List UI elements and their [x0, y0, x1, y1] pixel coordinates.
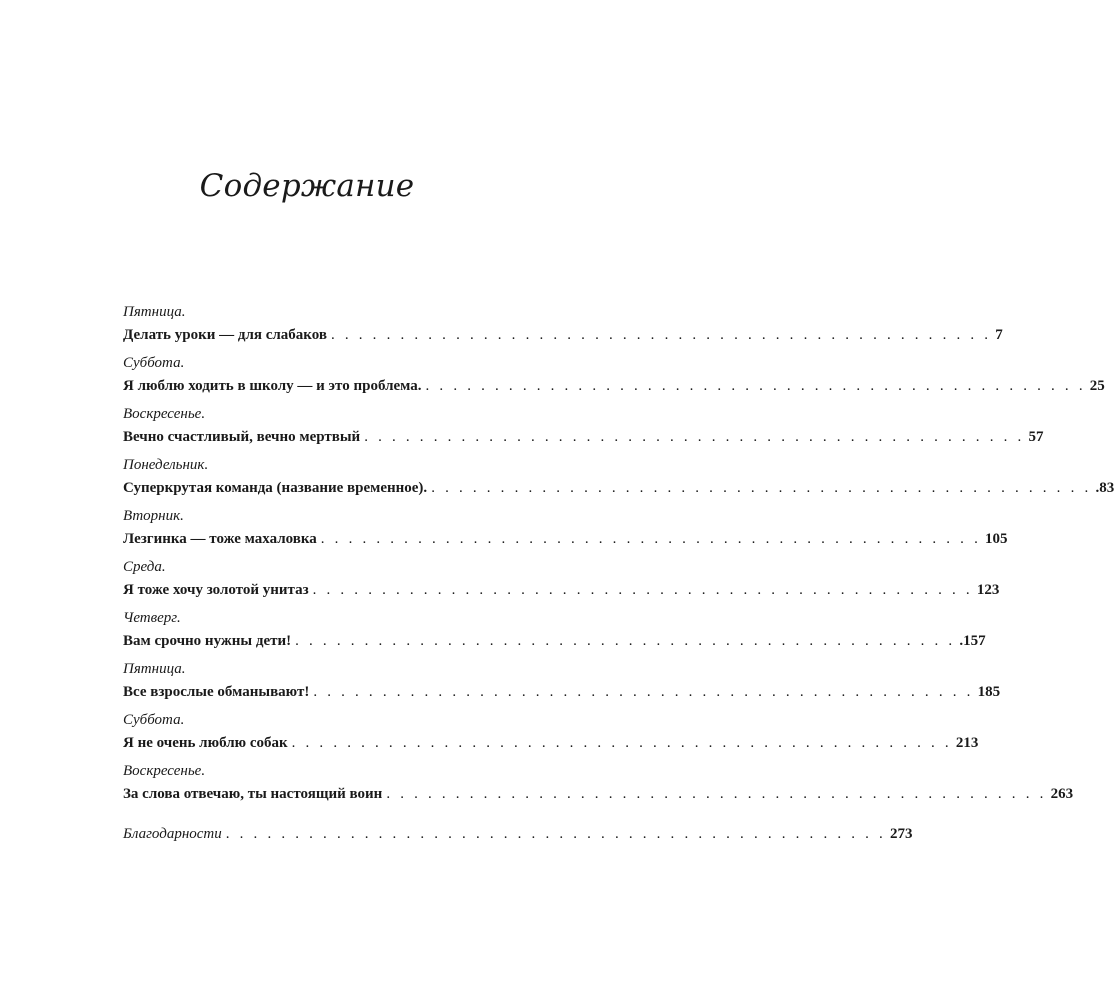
- toc-line[interactable]: [123, 824, 913, 844]
- toc-line[interactable]: [123, 427, 1044, 447]
- toc-day: Воскресенье.: [123, 763, 206, 779]
- toc-dot-leader: . . . . . . . . . . . . . . . . . . . . . . . . . . . . . . . . . . . . . . . . . . . . . . . .: [295, 633, 956, 649]
- toc-dot-leader: . . . . . . . . . . . . . . . . . . . . . . . . . . . . . . . . . . . . . . . . . . . . . . . .: [313, 684, 974, 700]
- toc-page-number: 105: [985, 531, 1008, 547]
- toc-line[interactable]: [123, 784, 1074, 804]
- toc-chapter-title: Я люблю ходить в школу — и это проблема.: [123, 378, 422, 394]
- toc-page-number: .157: [959, 633, 986, 649]
- toc-dot-leader: . . . . . . . . . . . . . . . . . . . . . . . . . . . . . . . . . . . . . . . . . . . . . . . .: [425, 378, 1086, 394]
- toc-chapter-title: Вам срочно нужны дети!: [123, 633, 292, 649]
- toc-day: Пятница.: [123, 304, 186, 320]
- toc-day: Суббота.: [123, 712, 185, 728]
- toc-chapter-title: Вечно счастливый, вечно мертвый: [123, 429, 361, 445]
- toc-day: Пятница.: [123, 661, 186, 677]
- toc-dot-leader: . . . . . . . . . . . . . . . . . . . . . . . . . . . . . . . . . . . . . . . . . . . . . . . .: [291, 735, 952, 751]
- toc-chapter-title: Я не очень люблю собак: [123, 735, 288, 751]
- toc-day: Четверг.: [123, 610, 181, 626]
- toc-page-number: 185: [977, 684, 1001, 700]
- toc-entry: [123, 660, 1001, 711]
- toc-line[interactable]: [123, 580, 1000, 600]
- table-of-contents: [123, 303, 1114, 875]
- toc-page-number: 25: [1089, 378, 1105, 394]
- toc-day: Понедельник.: [123, 457, 209, 473]
- toc-day: Среда.: [123, 559, 166, 575]
- toc-entry: [123, 711, 979, 762]
- toc-dot-leader: . . . . . . . . . . . . . . . . . . . . . . . . . . . . . . . . . . . . . . . . . . . . . . . .: [431, 480, 1092, 496]
- toc-page-number: 57: [1028, 429, 1044, 445]
- toc-entry: [123, 558, 1000, 609]
- toc-chapter-title: Я тоже хочу золотой унитаз: [123, 582, 309, 598]
- toc-dot-leader: . . . . . . . . . . . . . . . . . . . . . . . . . . . . . . . . . . . . . . . . . . . . . . . .: [312, 582, 973, 598]
- toc-page-number: .83: [1095, 480, 1114, 496]
- toc-page-number: 273: [890, 826, 913, 842]
- toc-line[interactable]: [123, 325, 1003, 345]
- toc-entry: [123, 762, 1074, 813]
- toc-page-number: 123: [976, 582, 1000, 598]
- toc-entry: [123, 609, 986, 660]
- toc-line[interactable]: [123, 376, 1105, 396]
- toc-dot-leader: . . . . . . . . . . . . . . . . . . . . . . . . . . . . . . . . . . . . . . . . . . . . . . . .: [364, 429, 1025, 445]
- toc-dot-leader: . . . . . . . . . . . . . . . . . . . . . . . . . . . . . . . . . . . . . . . . . . . . . . . .: [330, 327, 992, 343]
- toc-day: Вторник.: [123, 508, 184, 524]
- toc-line[interactable]: [123, 682, 1001, 702]
- toc-chapter-title: Делать уроки — для слабаков: [123, 327, 327, 343]
- toc-chapter-title: Лезгинка — тоже махаловка: [123, 531, 317, 547]
- toc-chapter-title: За слова отвечаю, ты настоящий воин: [123, 786, 383, 802]
- toc-line[interactable]: [123, 733, 979, 753]
- toc-line[interactable]: [123, 631, 986, 651]
- toc-day: Воскресенье.: [123, 406, 206, 422]
- toc-entry: [123, 405, 1044, 456]
- toc-entry: [123, 354, 1105, 405]
- page-title: Содержание: [199, 168, 415, 204]
- toc-day: Суббота.: [123, 355, 185, 371]
- toc-chapter-title: Благодарности: [123, 826, 222, 842]
- toc-entry-acknowledgements: [123, 824, 913, 875]
- toc-dot-leader: . . . . . . . . . . . . . . . . . . . . . . . . . . . . . . . . . . . . . . . . . . . . . . . .: [320, 531, 982, 547]
- toc-page-number: 213: [955, 735, 979, 751]
- toc-page-number: 7: [995, 327, 1003, 343]
- toc-dot-leader: . . . . . . . . . . . . . . . . . . . . . . . . . . . . . . . . . . . . . . . . . . . . . . . .: [386, 786, 1047, 802]
- toc-line[interactable]: [123, 529, 1008, 549]
- toc-entry: [123, 456, 1114, 507]
- toc-chapter-title: Все взрослые обманывают!: [123, 684, 310, 700]
- toc-dot-leader: . . . . . . . . . . . . . . . . . . . . . . . . . . . . . . . . . . . . . . . . . . . . . . . .: [225, 826, 886, 842]
- toc-entry: [123, 303, 1003, 354]
- toc-entry: [123, 507, 1008, 558]
- toc-page-number: 263: [1050, 786, 1074, 802]
- toc-line[interactable]: [123, 478, 1114, 498]
- toc-chapter-title: Суперкрутая команда (название временное).: [123, 480, 428, 496]
